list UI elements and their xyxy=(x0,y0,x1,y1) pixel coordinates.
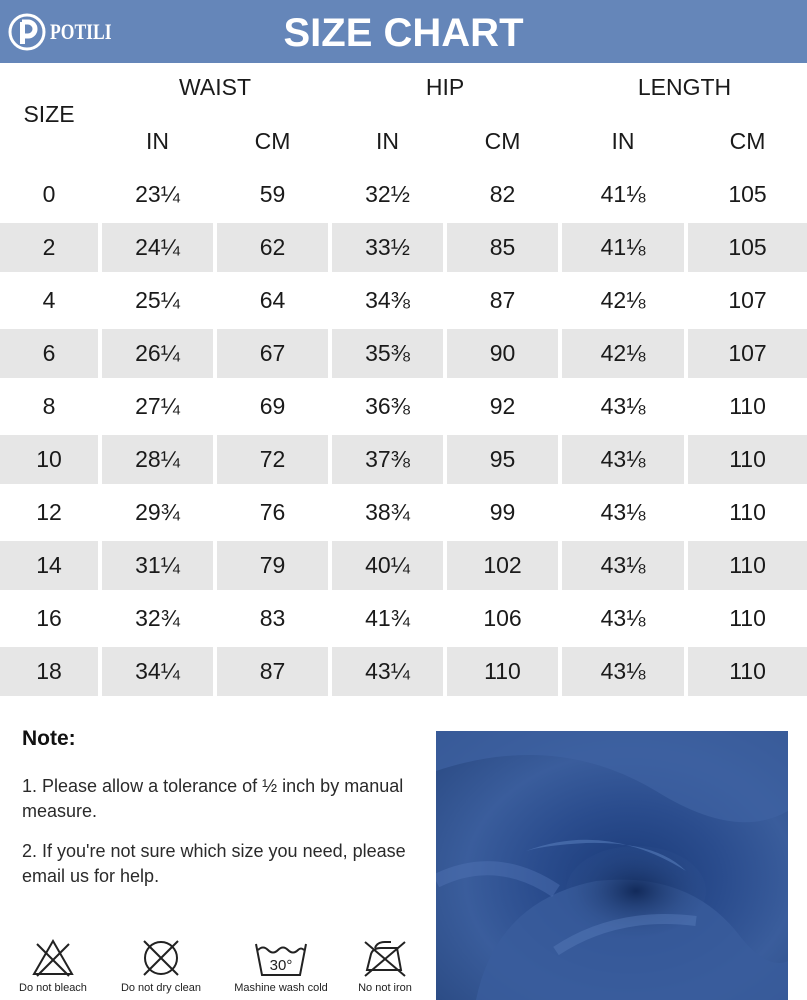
length-in-cell: 43⅛ xyxy=(562,541,688,594)
waist-cm-cell: 69 xyxy=(217,382,332,435)
hip-cm-cell: 92 xyxy=(447,382,562,435)
table-unit-row xyxy=(0,116,807,170)
do-not-bleach-icon xyxy=(31,938,75,978)
table-row xyxy=(0,435,807,488)
size-cell: 18 xyxy=(0,647,102,700)
length-in-cell: 43⅛ xyxy=(562,594,688,647)
waist-in-cell: 32¾ xyxy=(102,594,217,647)
length-in-cell: 42⅛ xyxy=(562,329,688,382)
length-cm-cell: 107 xyxy=(688,329,807,382)
hip-cm-cell: 106 xyxy=(447,594,562,647)
hip-cm-cell: 82 xyxy=(447,170,562,223)
wash-temperature: 30° xyxy=(269,957,293,974)
waist-cm-cell: 87 xyxy=(217,647,332,700)
size-cell: 14 xyxy=(0,541,102,594)
size-cell: 6 xyxy=(0,329,102,382)
unit-header: CM xyxy=(447,116,562,170)
care-label: No not iron xyxy=(358,982,412,994)
waist-cm-cell: 76 xyxy=(217,488,332,541)
length-cm-cell: 110 xyxy=(688,435,807,488)
size-cell: 2 xyxy=(0,223,102,276)
unit-header: IN xyxy=(332,116,447,170)
size-column-header: SIZE xyxy=(0,63,102,170)
unit-header: IN xyxy=(102,116,217,170)
table-row xyxy=(0,647,807,700)
hip-cm-cell: 102 xyxy=(447,541,562,594)
length-in-cell: 43⅛ xyxy=(562,488,688,541)
waist-cm-cell: 67 xyxy=(217,329,332,382)
hip-in-cell: 32½ xyxy=(332,170,447,223)
table-header-row xyxy=(0,63,807,116)
hip-in-cell: 37⅜ xyxy=(332,435,447,488)
unit-header: CM xyxy=(217,116,332,170)
size-chart-table xyxy=(0,63,807,700)
table-row xyxy=(0,329,807,382)
care-label: Do not dry clean xyxy=(120,982,202,994)
table-row xyxy=(0,276,807,329)
waist-cm-cell: 72 xyxy=(217,435,332,488)
brand-name: POTILI xyxy=(50,19,112,44)
table-row xyxy=(0,541,807,594)
length-cm-cell: 107 xyxy=(688,276,807,329)
waist-in-cell: 25¼ xyxy=(102,276,217,329)
waist-in-cell: 29¾ xyxy=(102,488,217,541)
fabric-fold-texture xyxy=(436,731,788,1000)
waist-group-header: WAIST xyxy=(102,63,332,116)
waist-cm-cell: 59 xyxy=(217,170,332,223)
size-cell: 16 xyxy=(0,594,102,647)
note-item-tolerance: 1. Please allow a tolerance of ½ inch by manual measure. xyxy=(22,776,404,821)
length-cm-cell: 110 xyxy=(688,647,807,700)
table-row xyxy=(0,223,807,276)
length-cm-cell: 110 xyxy=(688,541,807,594)
size-cell: 8 xyxy=(0,382,102,435)
machine-wash-cold-icon xyxy=(252,938,310,978)
hip-cm-cell: 99 xyxy=(447,488,562,541)
denim-fabric-photo xyxy=(436,731,788,1000)
table-row xyxy=(0,594,807,647)
hip-in-cell: 33½ xyxy=(332,223,447,276)
size-cell: 10 xyxy=(0,435,102,488)
hip-in-cell: 35⅜ xyxy=(332,329,447,382)
length-in-cell: 41⅛ xyxy=(562,223,688,276)
length-cm-cell: 110 xyxy=(688,382,807,435)
length-in-cell: 41⅛ xyxy=(562,170,688,223)
length-cm-cell: 105 xyxy=(688,170,807,223)
header-bar xyxy=(0,0,807,63)
length-cm-cell: 110 xyxy=(688,594,807,647)
care-item-dry-clean xyxy=(106,938,216,994)
waist-cm-cell: 64 xyxy=(217,276,332,329)
waist-in-cell: 23¼ xyxy=(102,170,217,223)
hip-in-cell: 41¾ xyxy=(332,594,447,647)
hip-in-cell: 34⅜ xyxy=(332,276,447,329)
care-item-iron xyxy=(330,938,440,994)
table-row xyxy=(0,488,807,541)
waist-cm-cell: 83 xyxy=(217,594,332,647)
length-group-header: LENGTH xyxy=(562,63,807,116)
length-cm-cell: 105 xyxy=(688,223,807,276)
hip-in-cell: 36⅜ xyxy=(332,382,447,435)
waist-cm-cell: 79 xyxy=(217,541,332,594)
waist-in-cell: 24¼ xyxy=(102,223,217,276)
waist-in-cell: 31¼ xyxy=(102,541,217,594)
waist-in-cell: 34¼ xyxy=(102,647,217,700)
hip-cm-cell: 110 xyxy=(447,647,562,700)
hip-in-cell: 43¼ xyxy=(332,647,447,700)
hip-in-cell: 40¼ xyxy=(332,541,447,594)
waist-cm-cell: 62 xyxy=(217,223,332,276)
hip-cm-cell: 95 xyxy=(447,435,562,488)
table-row xyxy=(0,382,807,435)
do-not-dry-clean-icon xyxy=(139,938,183,978)
unit-header: CM xyxy=(688,116,807,170)
waist-in-cell: 27¼ xyxy=(102,382,217,435)
length-cm-cell: 110 xyxy=(688,488,807,541)
page-title: SIZE CHART xyxy=(283,11,524,55)
size-cell: 0 xyxy=(0,170,102,223)
waist-in-cell: 26¼ xyxy=(102,329,217,382)
care-item-wash xyxy=(226,938,336,994)
length-in-cell: 43⅛ xyxy=(562,647,688,700)
hip-group-header: HIP xyxy=(332,63,562,116)
hip-in-cell: 38¾ xyxy=(332,488,447,541)
note-title: Note: xyxy=(22,727,76,750)
table-row xyxy=(0,170,807,223)
care-label: Mashine wash cold xyxy=(234,982,328,994)
hip-cm-cell: 85 xyxy=(447,223,562,276)
length-in-cell: 43⅛ xyxy=(562,382,688,435)
waist-in-cell: 28¼ xyxy=(102,435,217,488)
length-in-cell: 43⅛ xyxy=(562,435,688,488)
do-not-iron-icon xyxy=(361,938,409,978)
care-label: Do not bleach xyxy=(19,982,87,994)
hip-cm-cell: 90 xyxy=(447,329,562,382)
length-in-cell: 42⅛ xyxy=(562,276,688,329)
care-item-bleach xyxy=(0,938,108,994)
size-cell: 4 xyxy=(0,276,102,329)
unit-header: IN xyxy=(562,116,688,170)
size-cell: 12 xyxy=(0,488,102,541)
note-item-contact: 2. If you're not sure which size you need, please email us for help. xyxy=(22,841,406,886)
hip-cm-cell: 87 xyxy=(447,276,562,329)
